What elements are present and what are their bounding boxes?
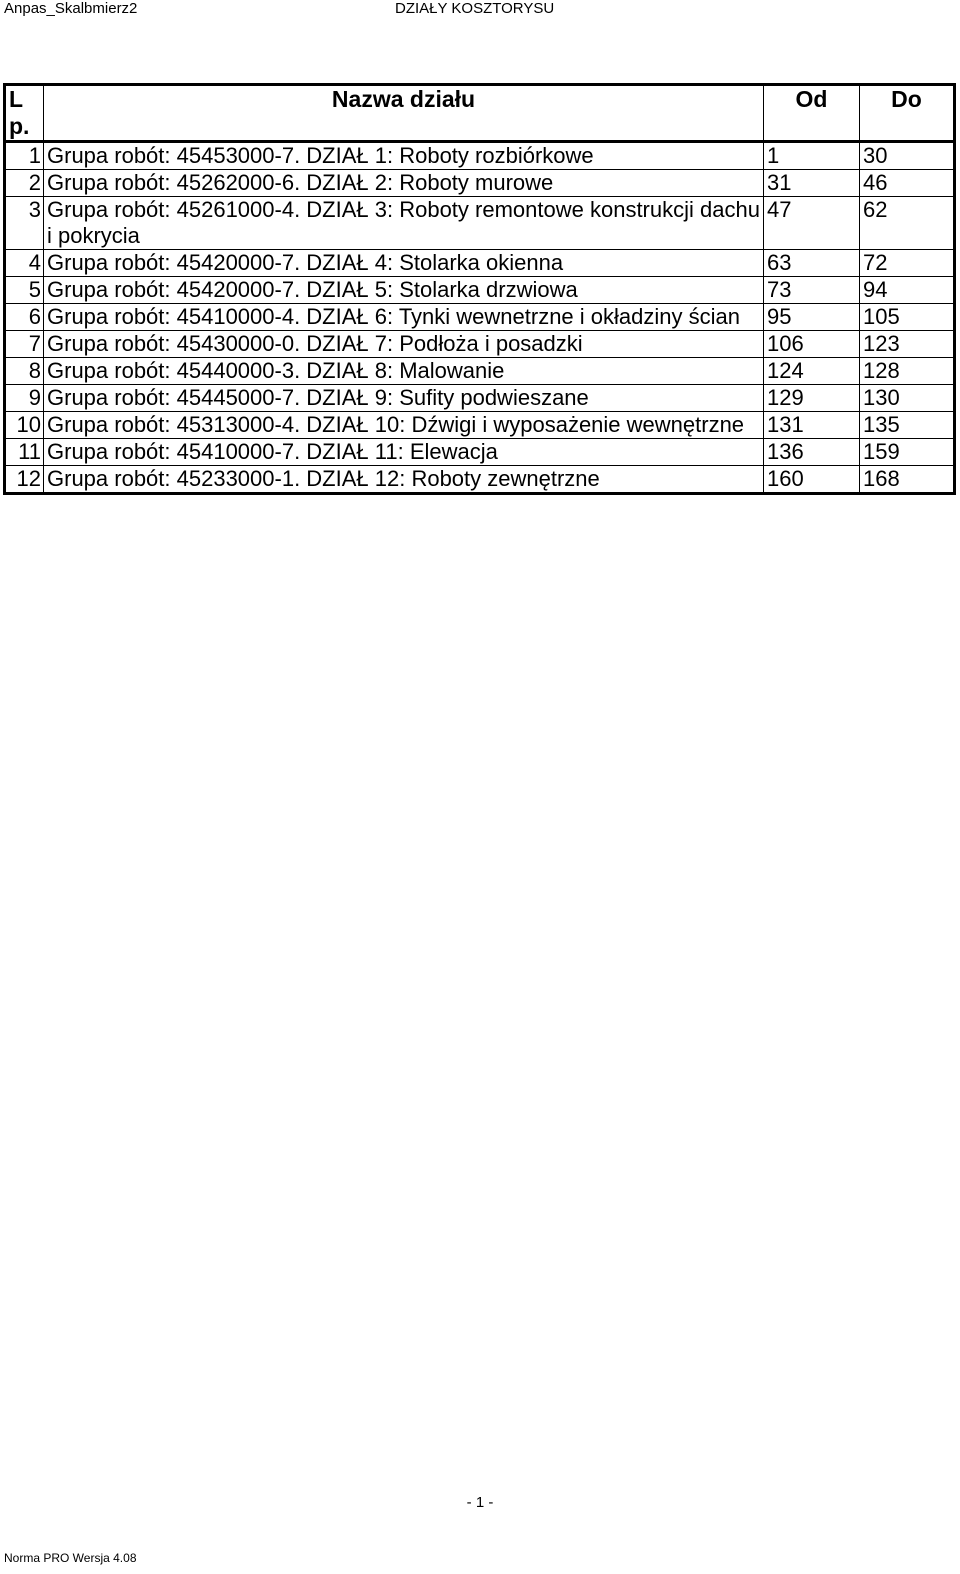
row-name: Grupa robót: 45410000-7. DZIAŁ 11: Elewacja	[44, 439, 764, 466]
row-name: Grupa robót: 45440000-3. DZIAŁ 8: Malowanie	[44, 358, 764, 385]
row-od: 95	[764, 304, 860, 331]
table-row	[5, 197, 955, 250]
row-od: 124	[764, 358, 860, 385]
table-header-row	[5, 85, 955, 142]
sections-table	[3, 83, 956, 495]
table-row	[5, 142, 955, 170]
row-od: 131	[764, 412, 860, 439]
row-od: 136	[764, 439, 860, 466]
row-lp: 6	[5, 304, 44, 331]
row-name: Grupa robót: 45420000-7. DZIAŁ 5: Stolarka drzwiowa	[44, 277, 764, 304]
row-od: 1	[764, 142, 860, 170]
row-do: 94	[860, 277, 955, 304]
row-do: 46	[860, 170, 955, 197]
row-do: 123	[860, 331, 955, 358]
row-lp: 4	[5, 250, 44, 277]
row-lp: 2	[5, 170, 44, 197]
row-name: Grupa robót: 45453000-7. DZIAŁ 1: Roboty rozbiórkowe	[44, 142, 764, 170]
table-row	[5, 304, 955, 331]
table-row	[5, 358, 955, 385]
row-lp: 8	[5, 358, 44, 385]
row-od: 106	[764, 331, 860, 358]
row-od: 129	[764, 385, 860, 412]
row-lp: 12	[5, 466, 44, 494]
column-header-do: Do	[860, 85, 955, 142]
row-name: Grupa robót: 45233000-1. DZIAŁ 12: Roboty zewnętrzne	[44, 466, 764, 494]
page-number: - 1 -	[466, 1494, 494, 1511]
row-name: Grupa robót: 45313000-4. DZIAŁ 10: Dźwigi i wyposażenie wewnętrzne	[44, 412, 764, 439]
row-name: Grupa robót: 45410000-4. DZIAŁ 6: Tynki wewnetrzne i okładziny ścian	[44, 304, 764, 331]
table-row	[5, 170, 955, 197]
row-name: Grupa robót: 45261000-4. DZIAŁ 3: Roboty remontowe konstrukcji dachu i pokrycia	[44, 197, 764, 250]
row-do: 72	[860, 250, 955, 277]
row-lp: 10	[5, 412, 44, 439]
row-lp: 3	[5, 197, 44, 250]
row-do: 128	[860, 358, 955, 385]
table-row	[5, 466, 955, 494]
document-section-title: DZIAŁY KOSZTORYSU	[395, 0, 555, 17]
row-name: Grupa robót: 45430000-0. DZIAŁ 7: Podłoża i posadzki	[44, 331, 764, 358]
row-lp: 7	[5, 331, 44, 358]
row-lp: 11	[5, 439, 44, 466]
row-name: Grupa robót: 45420000-7. DZIAŁ 4: Stolarka okienna	[44, 250, 764, 277]
row-do: 105	[860, 304, 955, 331]
row-name: Grupa robót: 45445000-7. DZIAŁ 9: Sufity podwieszane	[44, 385, 764, 412]
table-row	[5, 439, 955, 466]
column-header-lp: L p.	[5, 85, 44, 142]
row-od: 47	[764, 197, 860, 250]
row-do: 159	[860, 439, 955, 466]
row-do: 62	[860, 197, 955, 250]
row-lp: 5	[5, 277, 44, 304]
row-do: 168	[860, 466, 955, 494]
row-lp: 9	[5, 385, 44, 412]
row-do: 135	[860, 412, 955, 439]
row-od: 73	[764, 277, 860, 304]
column-header-od: Od	[764, 85, 860, 142]
table-row	[5, 331, 955, 358]
table-row	[5, 412, 955, 439]
footer-software-version: Norma PRO Wersja 4.08	[4, 1551, 137, 1565]
column-header-name: Nazwa działu	[44, 85, 764, 142]
row-lp: 1	[5, 142, 44, 170]
table-row	[5, 277, 955, 304]
table-row	[5, 385, 955, 412]
table-row	[5, 250, 955, 277]
row-od: 63	[764, 250, 860, 277]
row-od: 31	[764, 170, 860, 197]
row-name: Grupa robót: 45262000-6. DZIAŁ 2: Roboty murowe	[44, 170, 764, 197]
document-name: Anpas_Skalbmierz2	[4, 0, 138, 17]
row-do: 30	[860, 142, 955, 170]
row-od: 160	[764, 466, 860, 494]
row-do: 130	[860, 385, 955, 412]
